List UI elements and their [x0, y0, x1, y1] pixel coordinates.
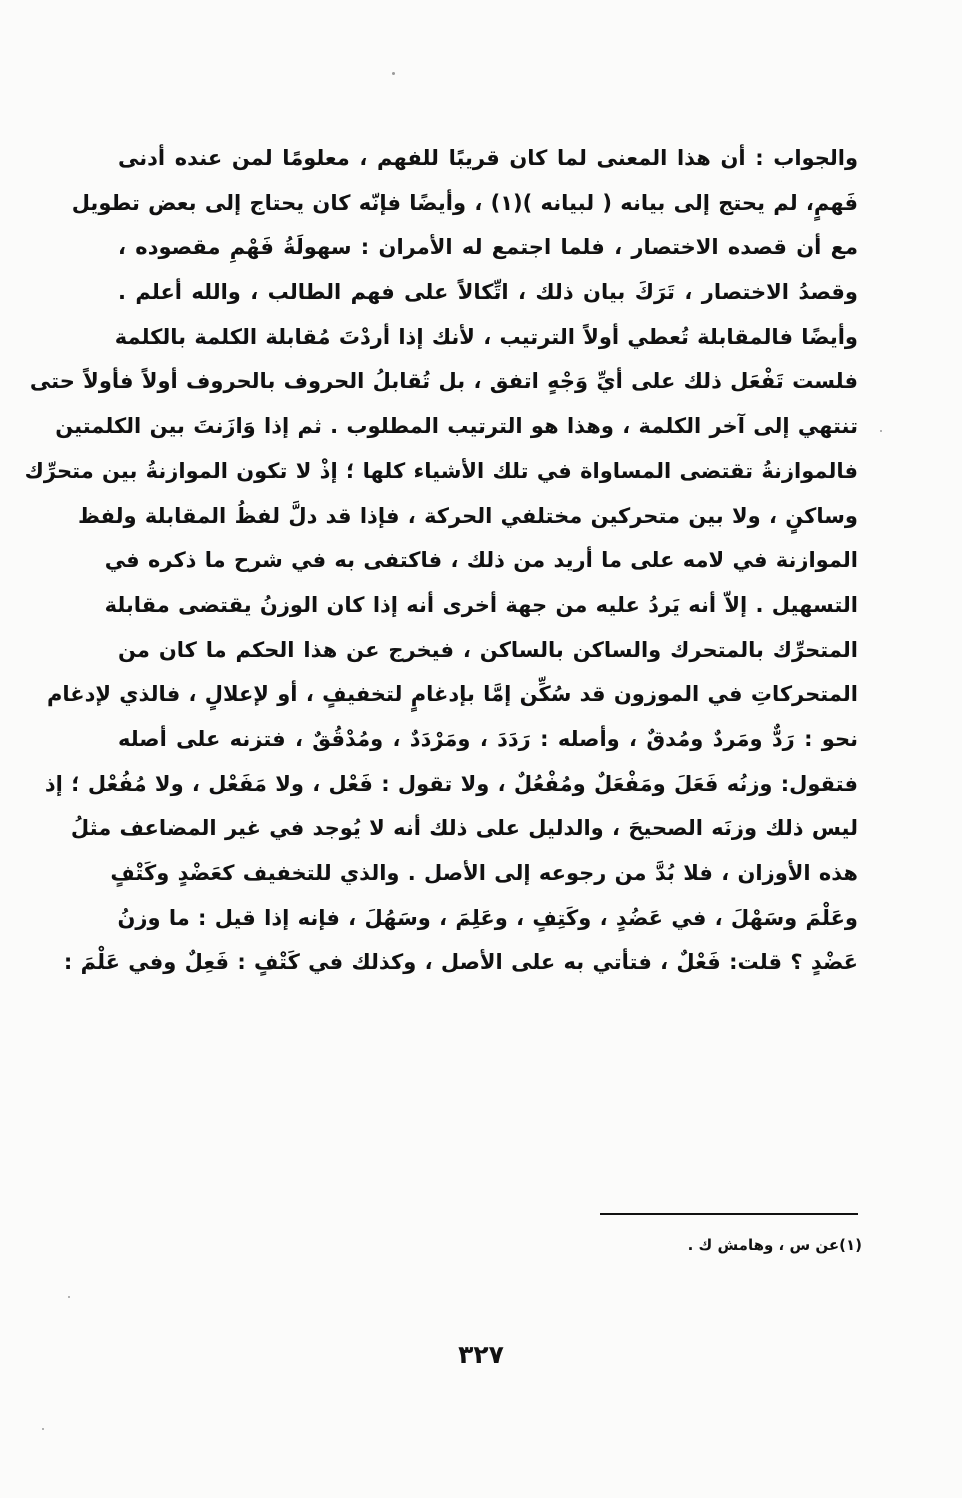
text-line: عَضْدٍ ؟ قلت: فَعْلٌ ، فتأتي به على الأصل ، وكذلك في كَتْفٍ : فَعِلٌ وفي عَلْمَ :: [63, 950, 858, 975]
scan-speck: [880, 430, 882, 432]
text-line: مع أن قصده الاختصار ، فلما اجتمع له الأمران : سهولَةُ فَهْمِ مقصوده ،: [118, 235, 858, 260]
text-line: تنتهي إلى آخر الكلمة ، وهذا هو الترتيب المطلوب . ثم إذا وَازَنتَ بين الكلمتين: [55, 414, 858, 439]
text-line: فالموازنةُ تقتضى المساواة في تلك الأشياء كلها ؛ إذْ لا تكون الموازنةُ بين متحرِّك: [24, 458, 858, 483]
text-line: وأيضًا فالمقابلة تُعطي أولاً الترتيب ، لأنك إذا أردْتَ مُقابلة الكلمة بالكلمة: [114, 324, 858, 349]
text-line: المتحرِّك بالمتحرك والساكن بالساكن ، فيخرج عن هذا الحكم ما كان من: [118, 637, 858, 662]
footnote: (١)عن س ، وهامش ك .: [687, 1236, 862, 1254]
scan-speck: [42, 1428, 44, 1430]
page-number: ٣٢٧: [458, 1340, 504, 1369]
text-line: وقصدُ الاختصار ، تَرَكَ بيان ذلك ، اتِّكالاً على فهم الطالب ، والله أعلم .: [118, 280, 858, 305]
text-line: فتقول: وزنُه فَعَلَ ومَفْعَلٌ ومُفْعُلٌ ، ولا تقول : فَعْل ، ولا مَفَعْل ، ولا مُفُعْل ؛ إذ: [44, 771, 858, 796]
text-line: التسهيل . إلاّ أنه يَردُ عليه من جهة أخرى أنه إذا كان الوزنُ يقتضى مقابلة: [104, 592, 858, 617]
footnote-separator: [600, 1213, 858, 1215]
text-line: المتحركاتِ في الموزون قد سُكِّن إمَّا بإدغامٍ لتخفيفٍ ، أو لإعلالٍ ، فالذي لإدغام: [46, 682, 858, 707]
text-line: نحو : رَدٌّ ومَردٌ ومُدقٌ ، وأصله : رَدَدَ ، ومَرْدَدٌ ، ومُدْقُقٌ ، فتزنه على أصله: [118, 726, 858, 751]
text-line: ليس ذلك وزنَه الصحيحَ ، والدليل على ذلك أنه لا يُوجد في غير المضاعف مثلُ: [70, 816, 858, 841]
text-line: فَهمٍ، لم يحتج إلى بيانه ( لبيانه )(١) ، وأيضًا فإنّه كان يحتاج إلى بعض تطويل: [71, 190, 858, 215]
text-line: والجواب : أن هذا المعنى لما كان قريبًا للفهم ، معلومًا لمن عنده أدنى: [118, 146, 858, 170]
text-line: الموازنة في لامه على ما أريد من ذلك ، فاكتفى به في شرح ما ذكره في: [104, 548, 858, 573]
text-line: وعَلْمَ وسَهْلَ ، في عَضُدٍ ، وكَتِفٍ ، وعَلِمَ ، وسَهُلَ ، فإنه إذا قيل : ما وزنُ: [117, 905, 858, 930]
body-text: [24, 136, 858, 985]
scan-speck: [68, 1296, 70, 1298]
text-line: وساكنٍ ، ولا بين متحركين مختلفي الحركة ، فإذا قد دلَّ لفظُ المقابلة ولفظ: [78, 503, 858, 528]
text-line: فلست تَفْعَل ذلك على أيِّ وَجْهٍ اتفق ، بل تُقابلُ الحروف بالحروف أولاً فأولاً حتى: [29, 369, 858, 394]
text-line: هذه الأوزان ، فلا بُدَّ من رجوعه إلى الأصل . والذي للتخفيف كعَضْدٍ وكَتْفٍ: [110, 861, 858, 885]
scan-speck: [392, 72, 395, 75]
